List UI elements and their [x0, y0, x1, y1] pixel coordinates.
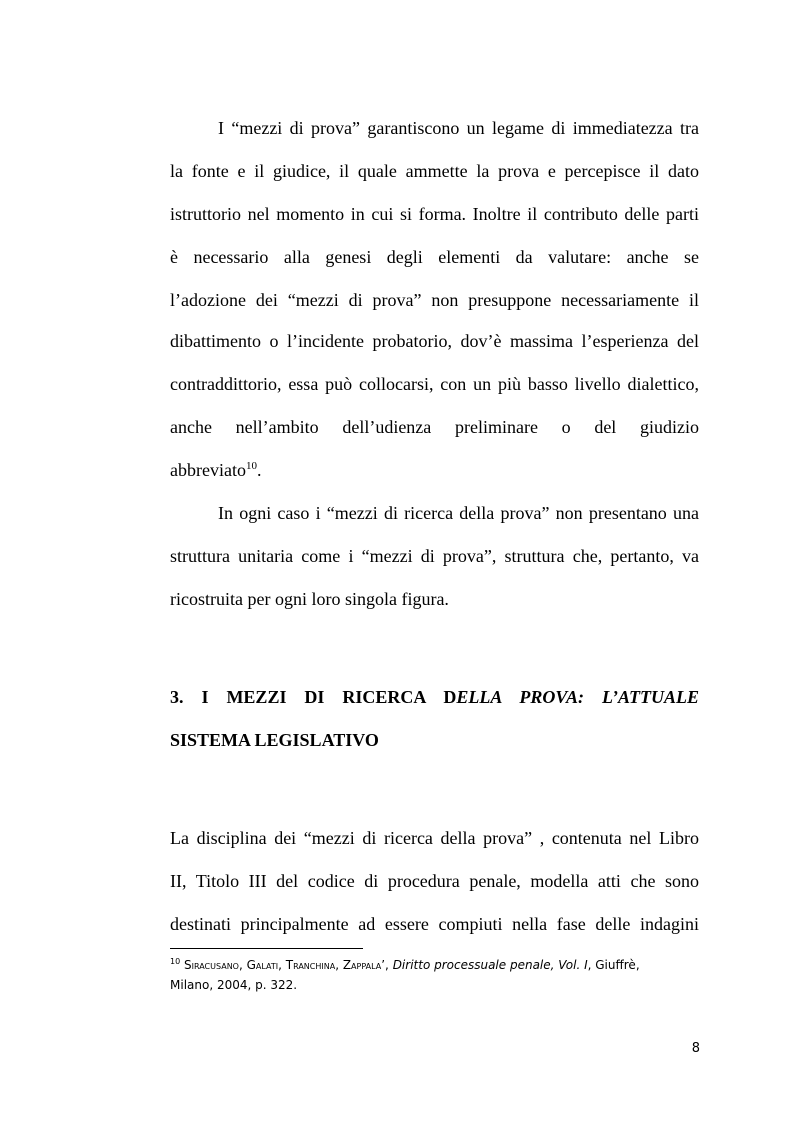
paragraph-1-line: anche nell’ambito dell’udienza preliminare o del giudizio — [170, 417, 699, 437]
footnote-line-2: Milano, 2004, p. 322. — [170, 978, 298, 992]
paragraph-1-period: . — [256, 460, 262, 480]
paragraph-1-line: l’adozione dei “mezzi di prova” non presuppone necessariamente il — [170, 290, 699, 310]
paragraph-1-line: è necessario alla genesi degli elementi da valutare: anche se — [170, 247, 699, 267]
section-heading-part-2: ELLA PROVA: L’ATTUALE — [456, 687, 699, 707]
paragraph-1-line: contraddittorio, essa può collocarsi, con un più basso livello dialettico, — [170, 374, 699, 394]
page-number: 8 — [691, 1041, 700, 1056]
section-heading-line-1 — [170, 686, 699, 708]
footnote-publisher: , Giuffrè, — [587, 958, 640, 972]
paragraph-1-line: dibattimento o l’incidente probatorio, dov’è massima l’esperienza del — [170, 331, 699, 351]
section-heading-part-1: 3. I MEZZI DI RICERCA D — [170, 687, 457, 707]
paragraph-2-line: ricostruita per ogni loro singola figura. — [170, 589, 449, 609]
footnote-title: Diritto processuale penale, Vol. I — [392, 958, 588, 972]
footnote-reference[interactable]: 10 — [245, 460, 257, 472]
paragraph-1-line: istruttorio nel momento in cui si forma. Inoltre il contributo delle parti — [170, 204, 699, 224]
paragraph-3-line: destinati principalmente ad essere compiuti nella fase delle indagini — [170, 914, 699, 934]
paragraph-2-line: struttura unitaria come i “mezzi di prova”, struttura che, pertanto, va — [170, 546, 699, 566]
footnote-separator-text: , — [385, 958, 393, 972]
section-heading-line-2: SISTEMA LEGISLATIVO — [170, 730, 379, 750]
paragraph-1-line: la fonte e il giudice, il quale ammette la prova e percepisce il dato — [170, 161, 699, 181]
paragraph-3-line: La disciplina dei “mezzi di ricerca della prova” , contenuta nel Libro — [170, 828, 699, 848]
footnote-authors: Siracusano, Galati, Tranchina, Zappala’ — [184, 958, 386, 972]
paragraph-1-line: I “mezzi di prova” garantiscono un legame di immediatezza tra — [218, 118, 699, 138]
paragraph-3-line: II, Titolo III del codice di procedura penale, modella atti che sono — [170, 871, 699, 891]
paragraph-2-line: In ogni caso i “mezzi di ricerca della prova” non presentano una — [218, 503, 699, 523]
paragraph-1-last-word: abbreviato — [170, 460, 246, 480]
footnote-number: 10 — [170, 957, 181, 966]
footnote-line-1 — [170, 955, 699, 975]
footnote-separator — [170, 948, 363, 949]
paragraph-1-last-line — [170, 459, 699, 481]
